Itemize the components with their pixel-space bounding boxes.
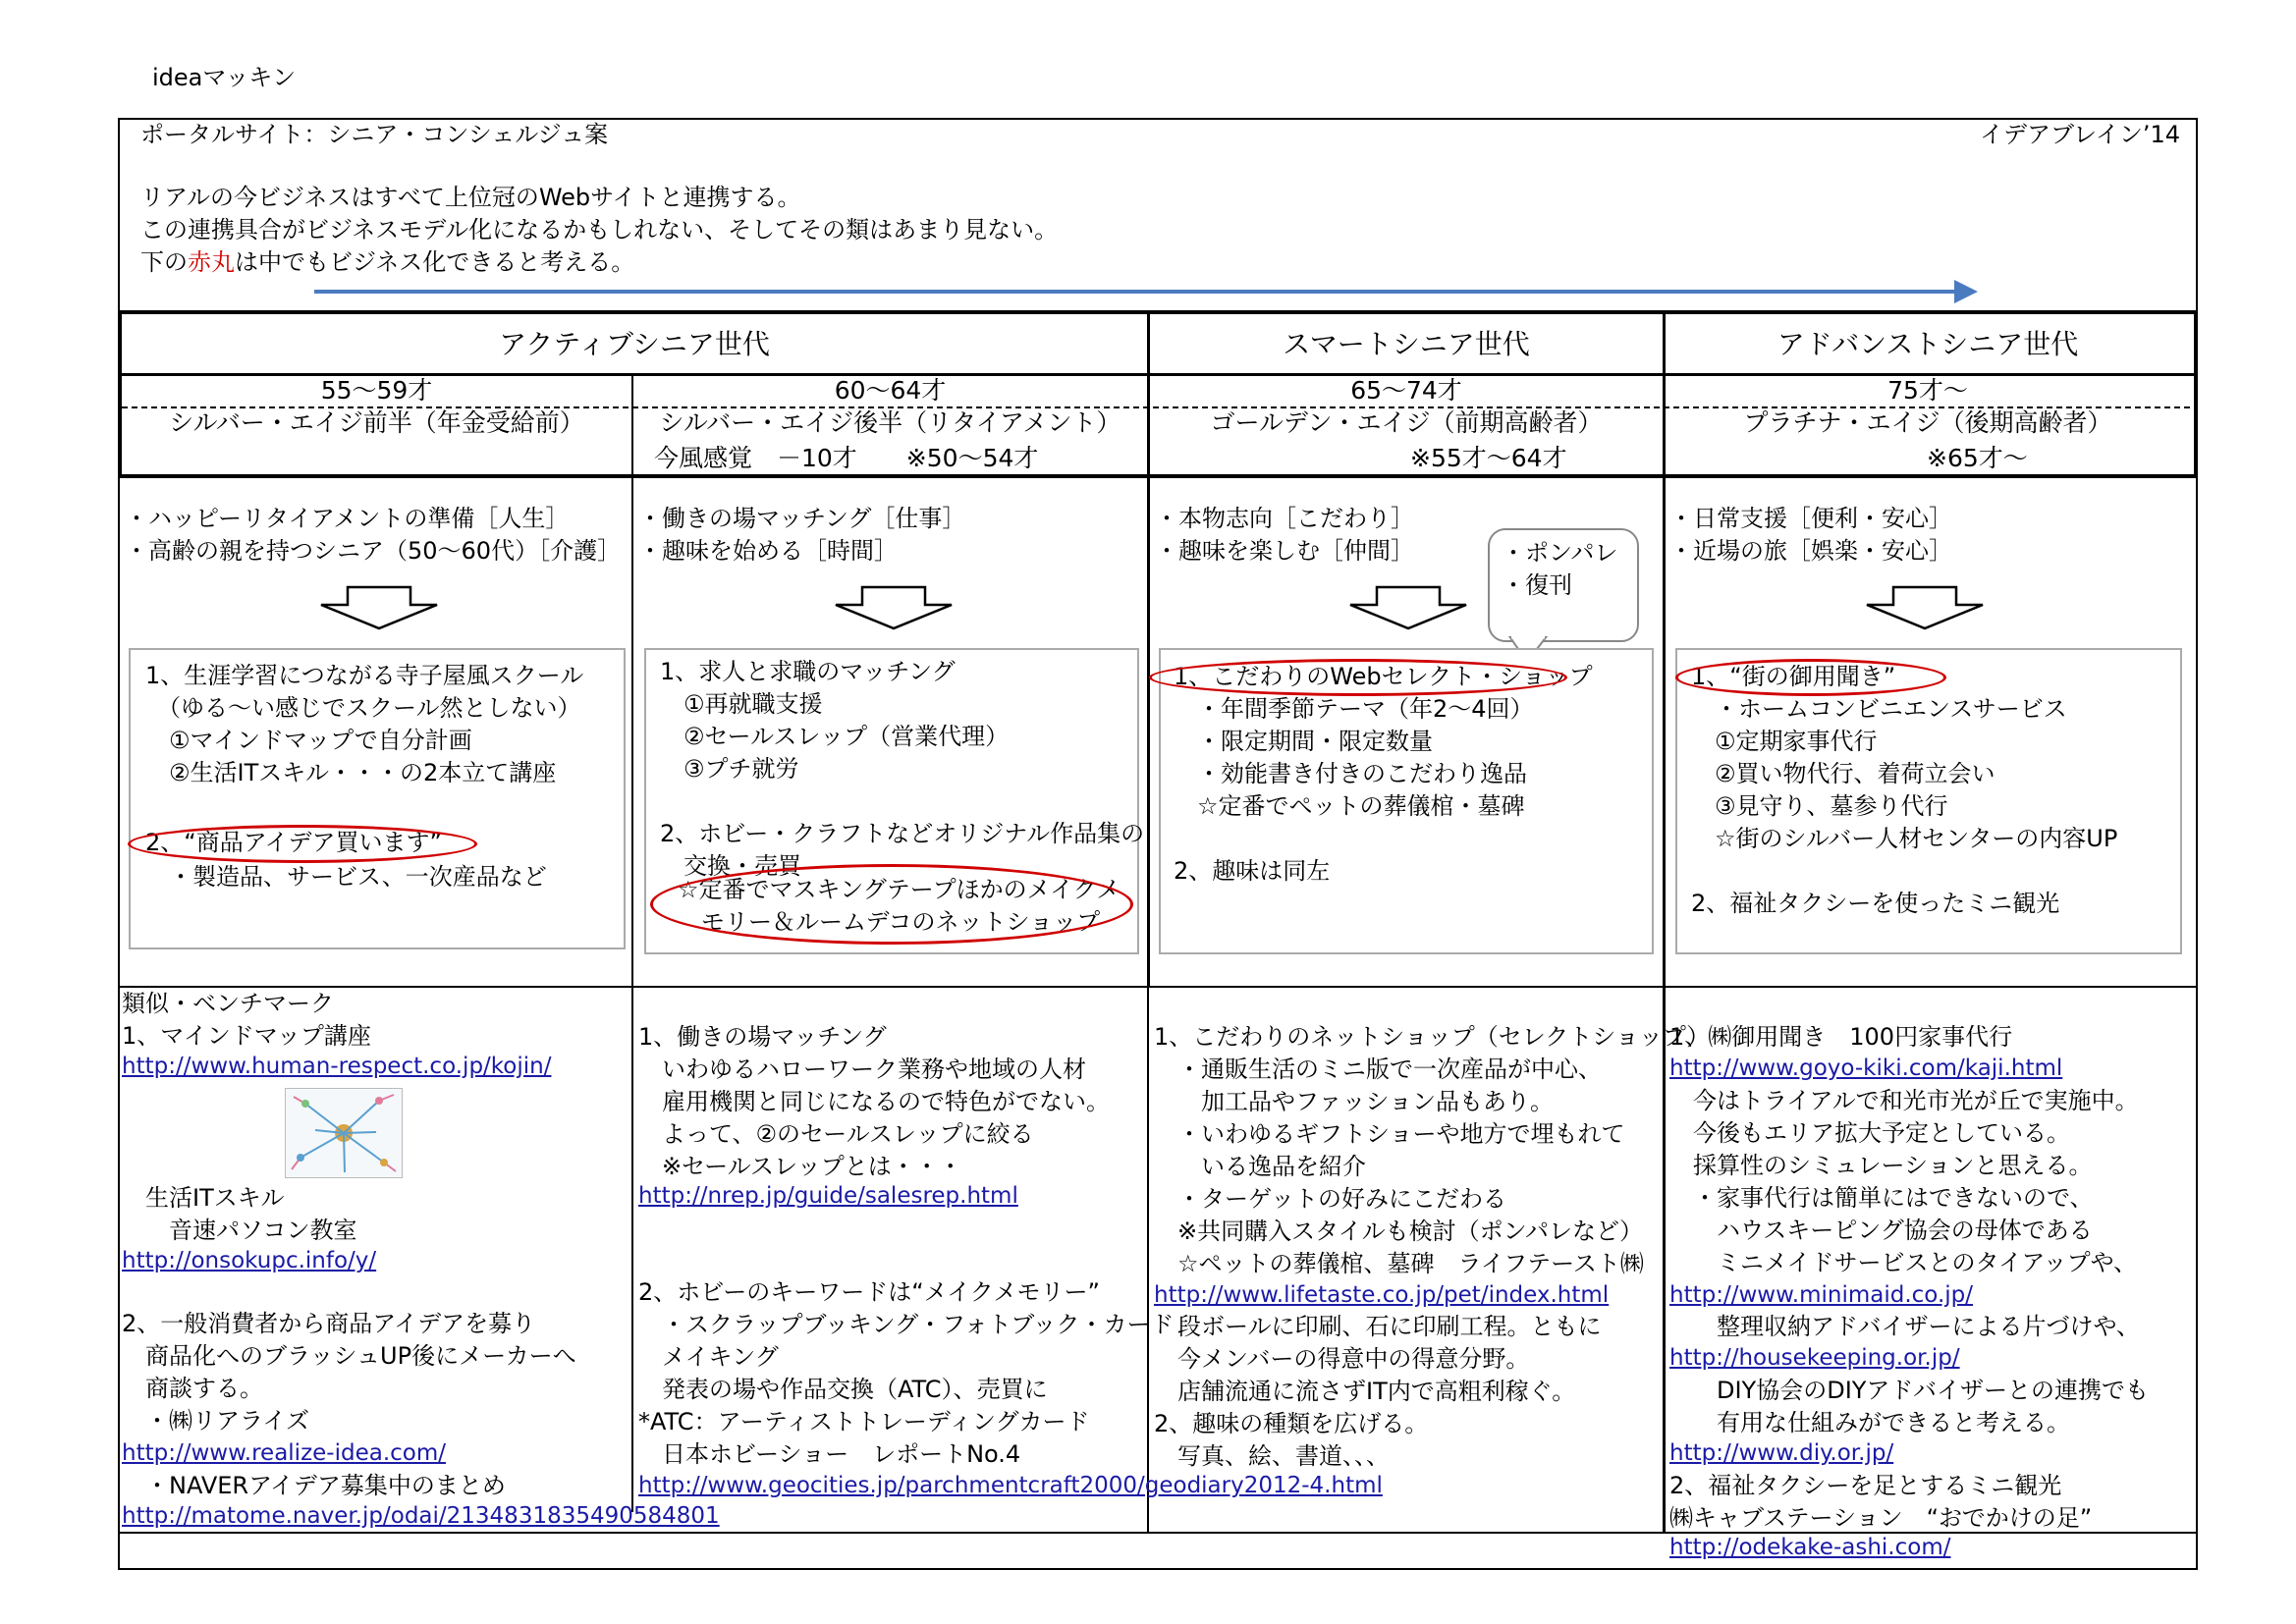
age-3-note: ※55才～64才 — [1410, 444, 1567, 472]
divider — [631, 376, 633, 988]
red-circle-highlight — [128, 825, 477, 863]
red-circle-highlight — [1675, 659, 1946, 696]
bench-3-text-1: 1、こだわりのネットショップ（セレクトショップ） ・通販生活のミニ版で一次産品が中心、 加工品やファッション品もあり。 ・いわゆるギフトショーや地方で埋もれて いる逸品を紹介 ・ターゲットの好みにこだわる ※共同購入スタイルも検討（ポンパレなど） ☆ペットの葬儀棺、墓碑 ライフテースト㈱ — [1154, 1023, 1711, 1277]
bench-3-text-2: 段ボールに印刷、石に印刷工程。ともに 今メンバーの得意中の得意分野。 店舗流通に流さずIT内で高粗利稼ぐ。 2、趣味の種類を広げる。 写真、絵、書道、、、 — [1154, 1313, 1602, 1470]
needs-3: ・本物志向［こだわり］ ・趣味を楽しむ［仲間］ — [1155, 505, 1414, 565]
intro-line-1: リアルの今ビジネスはすべて上位冠のWebサイトと連携する。 — [140, 184, 801, 211]
age-4: 75才～ プラチナ・エイジ（後期高齢者） — [1743, 376, 2112, 437]
brand-label: ideaマッキン — [152, 64, 297, 91]
page-title: ポータルサイト：シニア・コンシェルジュ案 — [140, 121, 609, 148]
bench-2-link-2[interactable]: http://www.geocities.jp/parchmentcraft2000/geodiary2012-4.html — [638, 1473, 1383, 1498]
author-label: イデアブレイン’14 — [1980, 121, 2181, 148]
divider — [631, 986, 633, 1512]
red-circle-highlight — [1149, 659, 1567, 696]
age-4-note: ※65才～ — [1927, 444, 2028, 472]
down-arrow-icon — [833, 585, 955, 630]
bench-1-text-3: 2、一般消費者から商品アイデアを募り 商品化へのブラッシュUP後にメーカーへ 商談する。 ・㈱リアライズ — [122, 1310, 576, 1435]
bench-4-link-3[interactable]: http://housekeeping.or.jp/ — [1669, 1345, 1960, 1371]
age-3: 65～74才 ゴールデン・エイジ（前期高齢者） — [1210, 376, 1603, 437]
idea-2-top: 1、求人と求職のマッチング ①再就職支援 ②セールスレップ（営業代理） ③プチ就労 2、ホビー・クラフトなどオリジナル作品集の 交換・売買 — [660, 658, 1145, 880]
generation-advanced: アドバンストシニア世代 — [1777, 328, 2079, 360]
bench-4-text-3: 整理収納アドバイザーによる片づけや、 — [1669, 1313, 2141, 1340]
intro-line-3: 下の赤丸は中でもビジネス化できると考える。 — [140, 248, 635, 276]
bench-4-text-2: 今はトライアルで和光市光が丘で実施中。 今後もエリア拡大予定としている。 採算性のシミュレーションと思える。 ・家事代行は簡単にはできないので、 ハウスキーピング協会の母体である ミニメイドサービスとのタイアップや、 — [1692, 1087, 2139, 1276]
needs-1: ・ハッピーリタイアメントの準備［人生］ ・高齢の親を持つシニア（50～60代）［介護］ — [125, 505, 622, 565]
idea-4-bottom: ・ホームコンビニエンスサービス ①定期家事代行 ②買い物代行、着荷立会い ③見守り、墓参り代行 ☆街のシルバー人材センターの内容UP 2、福祉タクシーを使ったミニ観光 — [1691, 695, 2118, 917]
idea-1-circled: 2、“商品アイデア買います” — [145, 829, 442, 856]
needs-2: ・働きの場マッチング［仕事］ ・趣味を始める［時間］ — [638, 505, 966, 565]
idea-1-bottom: ・製造品、サービス、一次産品など — [145, 863, 547, 891]
divider — [118, 986, 2196, 988]
bench-1-text-1: 類似・ベンチマーク 1、マインドマップ講座 — [122, 990, 371, 1050]
bench-4-text-5: 2、福祉タクシーを足とするミニ観光 ㈱キャブステーション “おでかけの足” — [1669, 1472, 2093, 1532]
bubble-text: ・ポンパレ ・復刊 — [1502, 539, 1618, 599]
generation-active: アクティブシニア世代 — [499, 328, 770, 360]
red-circle-highlight — [650, 864, 1133, 945]
bench-4-text-4: DIY協会のDIYアドバイザーとの連携でも 有用な仕組みができると考える。 — [1716, 1377, 2149, 1436]
bench-4-link-5[interactable]: http://odekake-ashi.com/ — [1669, 1535, 1951, 1560]
bench-4-link-2[interactable]: http://www.minimaid.co.jp/ — [1669, 1282, 1974, 1308]
bench-4-link-1[interactable]: http://www.goyo-kiki.com/kaji.html — [1669, 1056, 2063, 1081]
bench-1-link-2[interactable]: http://onsokupc.info/y/ — [122, 1248, 377, 1273]
bench-1-link-1[interactable]: http://www.human-respect.co.jp/kojin/ — [122, 1054, 552, 1079]
intro-line-2: この連携具合がビジネスモデル化になるかもしれない、そしてその類はあまり見ない。 — [140, 216, 1059, 244]
bench-1-link-4[interactable]: http://matome.naver.jp/odai/2134831835490584801 — [122, 1503, 720, 1529]
down-arrow-icon — [318, 585, 440, 630]
age-2: 60～64才 シルバー・エイジ後半（リタイアメント） — [659, 376, 1121, 437]
idea-2-circled: ☆定番でマスキングテープほかのメイクメ モリー＆ルームデコのネットショップ — [678, 876, 1121, 936]
mindmap-thumbnail — [285, 1088, 403, 1178]
bench-1-text-2: 生活ITスキル 音速パソコン教室 — [144, 1184, 357, 1244]
bench-2-link-1[interactable]: http://nrep.jp/guide/salesrep.html — [638, 1183, 1018, 1209]
bench-2-text-2: 2、ホビーのキーワードは“メイクメモリー” ・スクラップブッキング・フォトブック・カード メイキング 発表の場や作品交換（ATC）、売買に *ATC：アーティストトレーディングカード 日本ホビーショー レポートNo.4 — [638, 1278, 1175, 1468]
needs-4: ・日常支援［便利・安心］ ・近場の旅［娯楽・安心］ — [1669, 505, 1952, 565]
generation-smart: スマートシニア世代 — [1283, 328, 1530, 360]
bench-4-link-4[interactable]: http://www.diy.or.jp/ — [1669, 1440, 1894, 1466]
bench-1-text-4: ・NAVERアイデア募集中のまとめ — [122, 1472, 506, 1499]
idea-1-top: 1、生涯学習につながる寺子屋風スクール （ゆる～い感じでスクール然としない） ①マインドマップで自分計画 ②生活ITスキル・・・の2本立て講座 — [145, 662, 584, 786]
age-2-note: 今風感覚 －10才 ※50～54才 — [654, 444, 1039, 472]
mindmap-image-icon — [286, 1089, 402, 1177]
speech-bubble — [1488, 528, 1639, 642]
age-1: 55～59才 シルバー・エイジ前半（年金受給前） — [169, 376, 584, 437]
bench-1-link-3[interactable]: http://www.realize-idea.com/ — [122, 1440, 447, 1466]
idea-3-circled: 1、こだわりのWebセレクト・ショップ — [1174, 663, 1593, 690]
bench-4-text-1: 1、㈱御用聞き 100円家事代行 — [1669, 1023, 2013, 1051]
divider — [1663, 310, 1666, 1533]
down-arrow-icon — [1864, 585, 1986, 630]
idea-4-circled: 1、“街の御用聞き” — [1691, 663, 1896, 690]
down-arrow-icon — [1347, 585, 1469, 630]
idea-3-bottom: ・年間季節テーマ（年2～4回） ・限定期間・限定数量 ・効能書き付きのこだわり逸品 ☆定番でペットの葬儀棺・墓碑 2、趣味は同左 — [1174, 695, 1534, 885]
bench-2-text-1: 1、働きの場マッチング いわゆるハローワーク業務や地域の人材 雇用機関と同じになるので特色がでない。 よって、②のセールスレップに絞る ※セールスレップとは・・・ — [638, 1023, 1110, 1180]
progression-arrow-icon — [312, 277, 1982, 306]
bench-3-link-1[interactable]: http://www.lifetaste.co.jp/pet/index.html — [1154, 1282, 1610, 1308]
